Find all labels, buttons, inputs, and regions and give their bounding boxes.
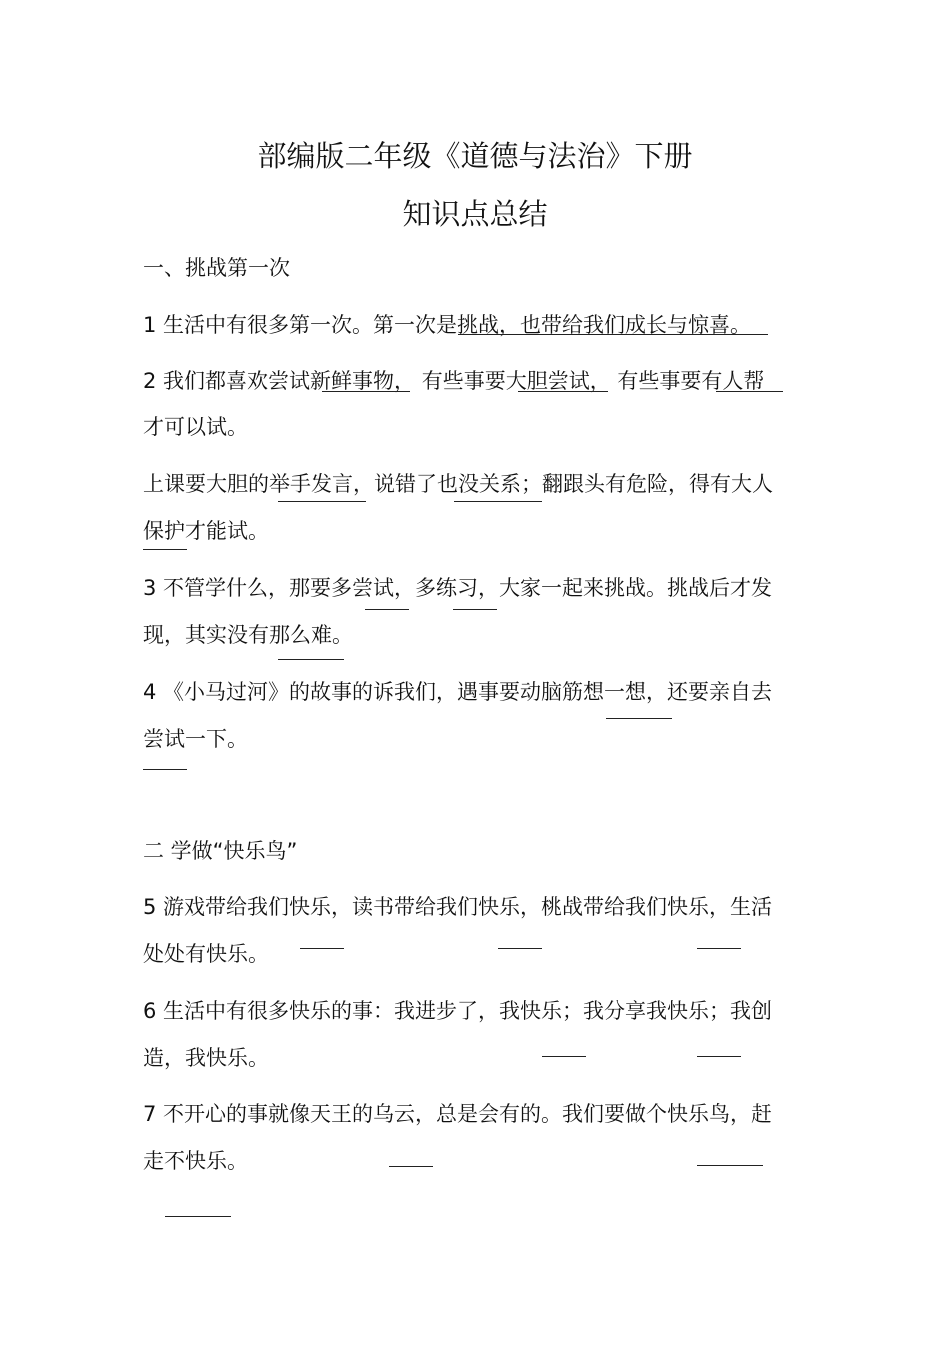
blank-underline (453, 609, 497, 610)
item2-line2: 才可以试。 (143, 415, 248, 439)
item3-line2: 现，其实没有那么难。 (143, 623, 353, 647)
item5-line2: 处处有快乐。 (143, 942, 269, 966)
blank-underline (498, 948, 542, 949)
blank-underline (143, 769, 187, 770)
item6-line1: 6 生活中有很多快乐的事：我进步了，我快乐；我分享我快乐；我创 (143, 999, 773, 1023)
document-subtitle: 知识点总结 (402, 197, 548, 231)
section2-heading: 二 学做“快乐鸟” (143, 839, 298, 863)
item2-example-line2: 保护才能试。 (143, 519, 269, 543)
blank-underline (143, 549, 187, 550)
blank-underline (165, 1216, 231, 1217)
blank-underline (606, 718, 672, 719)
blank-underline (458, 334, 768, 335)
blank-underline (697, 1056, 741, 1057)
item6-line2: 造，我快乐。 (143, 1046, 269, 1070)
blank-underline (518, 391, 608, 392)
item2-line1: 2 我们都喜欢尝试新鲜事物， 有些事要大胆尝试， 有些事要有人帮 (143, 369, 765, 393)
blank-underline (697, 1165, 763, 1166)
item1-text: 1 生活中有很多第一次。第一次是挑战，也带给我们成长与惊喜。 (143, 313, 752, 337)
blank-underline (365, 609, 409, 610)
item4-line1: 4 《小马过河》的故事的诉我们，遇事要动脑筋想一想，还要亲自去 (143, 680, 773, 704)
item7-line1: 7 不开心的事就像天王的乌云，总是会有的。我们要做个快乐鸟，赶 (143, 1102, 773, 1126)
item7-line2: 走不快乐。 (143, 1149, 248, 1173)
item2-example-line1: 上课要大胆的举手发言，说错了也没关系；翻跟头有危险，得有大人 (143, 472, 773, 496)
item5-line1: 5 游戏带给我们快乐，读书带给我们快乐，桃战带给我们快乐，生活 (143, 895, 773, 919)
blank-underline (278, 659, 344, 660)
blank-underline (716, 391, 783, 392)
blank-underline (697, 948, 741, 949)
section1-heading: 一、挑战第一次 (143, 256, 290, 280)
blank-underline (322, 391, 410, 392)
document-title: 部编版二年级《道德与法治》下册 (257, 139, 693, 173)
blank-underline (542, 1056, 586, 1057)
blank-underline (454, 501, 542, 502)
blank-underline (389, 1166, 433, 1167)
item4-line2: 尝试一下。 (143, 727, 248, 751)
blank-underline (300, 948, 344, 949)
blank-underline (278, 501, 366, 502)
item3-line1: 3 不管学什么，那要多尝试，多练习，大家一起来挑战。挑战后才发 (143, 576, 773, 600)
